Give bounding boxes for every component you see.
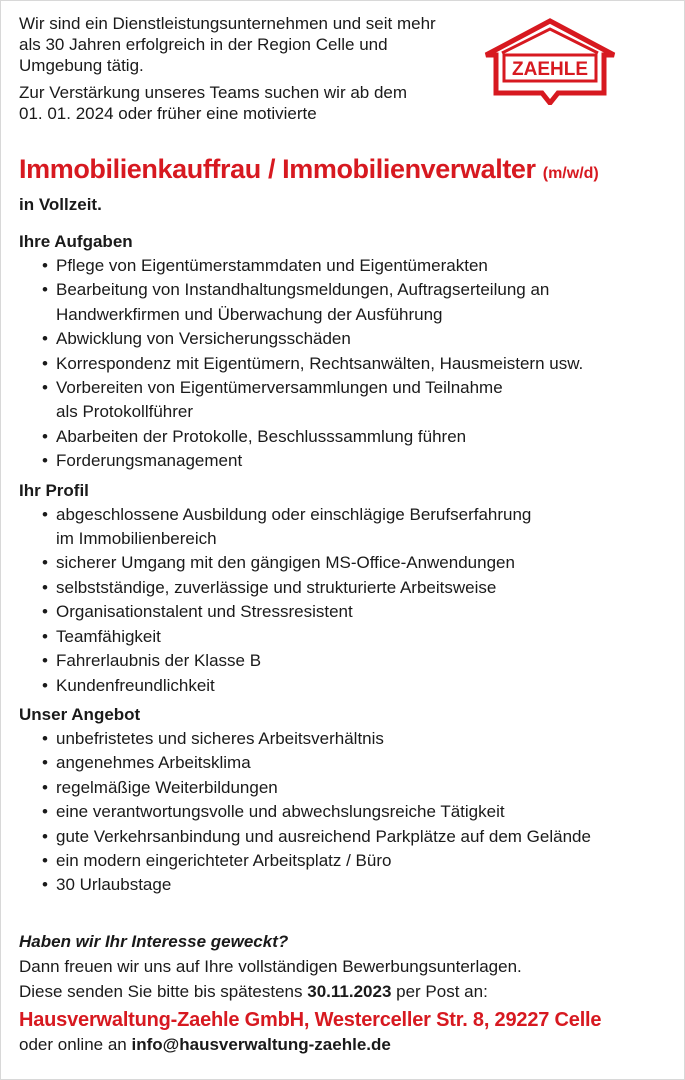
list-item-text: Handwerkfirmen und Überwachung der Ausführung xyxy=(56,304,443,324)
list-item-text: als Protokollführer xyxy=(56,402,194,422)
bullet-icon: • xyxy=(42,553,48,573)
list-item-text: Abwicklung von Versicherungsschäden xyxy=(56,329,351,349)
interest-question: Haben wir Ihr Interesse geweckt? xyxy=(19,932,289,951)
list-item xyxy=(19,376,669,425)
section-heading: Ihre Aufgaben xyxy=(19,232,133,251)
list-item xyxy=(19,352,669,376)
bullet-icon: • xyxy=(42,353,48,373)
list-item-text: selbstständige, zuverlässige und strukturierte Arbeitsweise xyxy=(56,577,497,597)
job-title-text: Immobilienkauffrau / Immobilienverwalter xyxy=(19,154,536,184)
zaehle-house-logo-icon xyxy=(480,13,620,105)
bullet-icon: • xyxy=(42,875,48,895)
list-item-text: Organisationstalent und Stressresistent xyxy=(56,602,353,622)
bullet-icon: • xyxy=(42,826,48,846)
section-heading: Unser Angebot xyxy=(19,704,141,724)
list-item-text: Bearbeitung von Instandhaltungsmeldungen, Auftragserteilung an xyxy=(56,280,550,300)
closing-line-1: Dann freuen wir uns auf Ihre vollständigen Bewerbungsunterlagen. xyxy=(19,957,522,976)
email-link[interactable]: info@hausverwaltung-zaehle.de xyxy=(131,1035,391,1054)
section-heading: Ihr Profil xyxy=(19,480,89,500)
list-item xyxy=(19,825,669,849)
bullet-icon: • xyxy=(42,626,48,646)
list-item-text: Teamfähigkeit xyxy=(56,626,161,646)
sections xyxy=(19,230,669,898)
list-item xyxy=(19,576,669,600)
list-item-text: Fahrerlaubnis der Klasse B xyxy=(56,651,262,671)
list-item-text: unbefristetes und sicheres Arbeitsverhältnis xyxy=(56,728,384,748)
bullet-icon: • xyxy=(42,602,48,622)
list-item-text: Pflege von Eigentümerstammdaten und Eigentümerakten xyxy=(56,256,488,275)
list-item-text: ein modern eingerichteter Arbeitsplatz / Büro xyxy=(56,850,392,870)
bullet-icon: • xyxy=(42,280,48,300)
list-item-text: gute Verkehrsanbindung und ausreichend Parkplätze auf dem Gelände xyxy=(56,826,591,846)
bullet-icon: • xyxy=(42,329,48,349)
list-item-text: regelmäßige Weiterbildungen xyxy=(56,777,278,797)
intro xyxy=(19,13,459,124)
list-item xyxy=(19,503,669,552)
bullet-icon: • xyxy=(42,651,48,671)
list-item xyxy=(19,849,669,873)
employment-type: in Vollzeit. xyxy=(19,195,102,214)
intro-paragraph-2: Zur Verstärkung unseres Teams suchen wir ab dem 01. 01. 2024 oder früher eine motivierte xyxy=(19,83,408,123)
bullet-icon: • xyxy=(42,378,48,398)
list-item xyxy=(19,727,669,751)
list-item xyxy=(19,327,669,351)
bullet-icon: • xyxy=(42,850,48,870)
section-list xyxy=(19,727,669,898)
gender-suffix: (m/w/d) xyxy=(542,165,599,182)
online-prefix: oder online an xyxy=(19,1035,127,1054)
list-item-text: Korrespondenz mit Eigentümern, Rechtsanwälten, Hausmeistern usw. xyxy=(56,353,584,373)
list-item xyxy=(19,751,669,775)
deadline-prefix: Diese senden Sie bitte bis spätestens xyxy=(19,982,303,1001)
section-tasks xyxy=(19,230,669,474)
list-item xyxy=(19,449,669,473)
section-offer xyxy=(19,703,669,898)
closing-line-2 xyxy=(19,979,669,1004)
list-item xyxy=(19,649,669,673)
list-item-text: Vorbereiten von Eigentümerversammlungen und Teilnahme xyxy=(56,378,503,398)
closing xyxy=(19,930,669,1056)
company-address: Hausverwaltung-Zaehle GmbH, Westerceller Str. 8, 29227 Celle xyxy=(19,1009,602,1031)
list-item xyxy=(19,873,669,897)
logo-text: ZAEHLE xyxy=(512,59,588,80)
deadline-date: 30.11.2023 xyxy=(307,982,392,1001)
section-list xyxy=(19,254,669,474)
job-title xyxy=(19,153,599,190)
bullet-icon: • xyxy=(42,675,48,695)
intro-paragraph-1: Wir sind ein Dienstleistungsunternehmen und seit mehr als 30 Jahren erfolgreich in der Region Celle und Umgebung tätig. xyxy=(19,14,436,75)
list-item-text: Forderungsmanagement xyxy=(56,451,243,471)
online-contact xyxy=(19,1034,669,1056)
list-item xyxy=(19,254,669,278)
list-item xyxy=(19,600,669,624)
list-item-text: Abarbeiten der Protokolle, Beschlusssammlung führen xyxy=(56,426,467,446)
bullet-icon: • xyxy=(42,802,48,822)
bullet-icon: • xyxy=(42,577,48,597)
bullet-icon: • xyxy=(42,777,48,797)
list-item-text: 30 Urlaubstage xyxy=(56,875,172,895)
bullet-icon: • xyxy=(42,728,48,748)
list-item xyxy=(19,551,669,575)
list-item xyxy=(19,625,669,649)
bullet-icon: • xyxy=(42,753,48,773)
section-profile xyxy=(19,479,669,698)
bullet-icon: • xyxy=(42,256,48,275)
list-item-text: eine verantwortungsvolle und abwechslungsreiche Tätigkeit xyxy=(56,802,505,822)
list-item xyxy=(19,425,669,449)
list-item-text: Kundenfreundlichkeit xyxy=(56,675,215,695)
deadline-suffix: per Post an: xyxy=(396,982,488,1001)
list-item-text: abgeschlossene Ausbildung oder einschlägige Berufserfahrung xyxy=(56,504,532,524)
list-item-text: im Immobilienbereich xyxy=(56,529,217,549)
list-item xyxy=(19,776,669,800)
bullet-icon: • xyxy=(42,451,48,471)
list-item xyxy=(19,800,669,824)
list-item xyxy=(19,674,669,698)
list-item xyxy=(19,278,669,327)
section-list xyxy=(19,503,669,698)
bullet-icon: • xyxy=(42,504,48,524)
list-item-text: angenehmes Arbeitsklima xyxy=(56,753,251,773)
list-item-text: sicherer Umgang mit den gängigen MS-Office-Anwendungen xyxy=(56,553,515,573)
bullet-icon: • xyxy=(42,426,48,446)
